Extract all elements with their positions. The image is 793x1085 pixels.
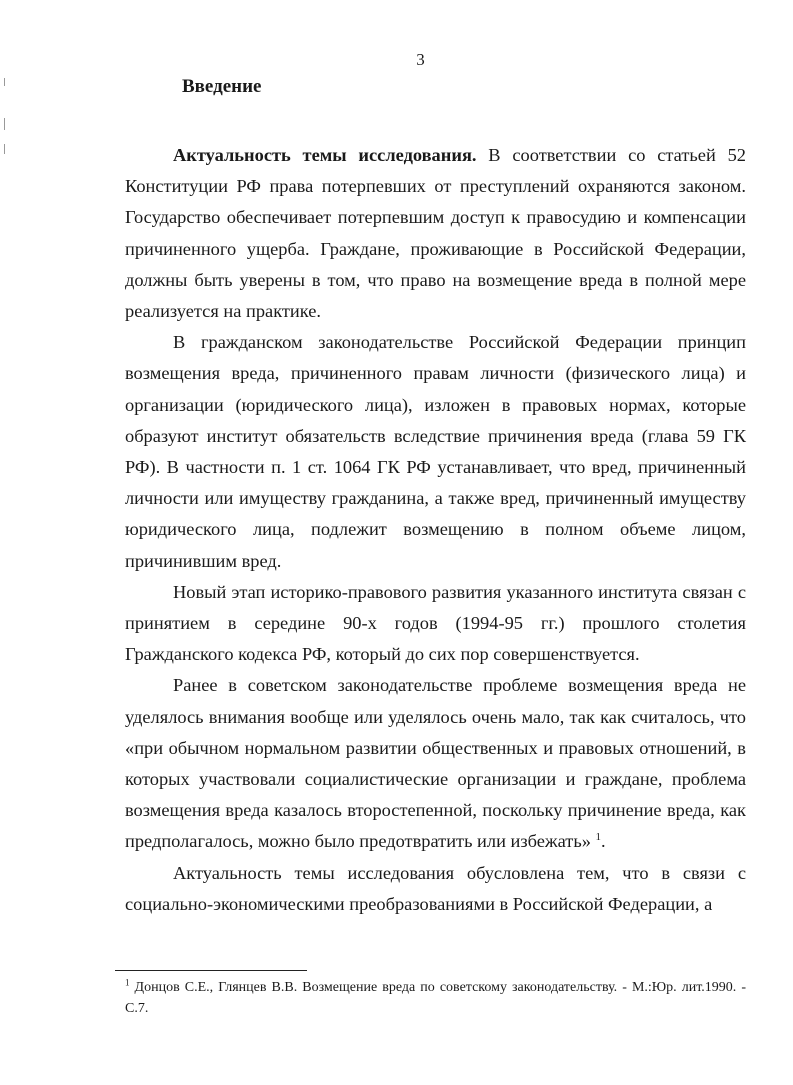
- page-number: 3: [416, 50, 425, 69]
- paragraph-relevance-continued: [125, 858, 746, 920]
- paragraph-text: В гражданском законодательстве Российской Федерации принцип возмещения вреда, причиненного правам личности (физического лица) и организации (юридического лица), изложен в правовых нормах, которые образуют институт обязательств вследствие причинения вреда (глава 59 ГК РФ). В частности п. 1 ст. 1064 ГК РФ устанавливает, что вред, причиненный личности или имуществу гражданина, а также вред, причиненный имуществу юридического лица, подлежит возмещению в полном объеме лицом, причинившим вред.: [125, 332, 746, 571]
- paragraph-relevance: [125, 140, 746, 327]
- paragraph-text: Новый этап историко-правового развития указанного института связан с принятием в середине 90-х годов (1994-95 гг.) прошлого столетия Гражданского кодекса РФ, который до сих пор совершенствуется.: [125, 581, 746, 665]
- paragraph-text: В соответствии со статьей 52 Конституции РФ права потерпевших от преступлений охраняются законом. Государство обеспечивает потерпевшим доступ к правосудию и компенсации причиненного ущерба. Граждане, проживающие в Российской Федерации, должны быть уверены в том, что право на возмещение вреда в полной мере реализуется на практике.: [125, 145, 746, 322]
- section-heading: Введение: [182, 76, 262, 97]
- paragraph-soviet-law: [125, 670, 746, 857]
- footnote-text: Донцов С.Е., Глянцев В.В. Возмещение вреда по советскому законодательству. - М.:Юр. лит.1990. - С.7.: [125, 980, 746, 1016]
- paragraph-lead: Актуальность темы исследования.: [173, 145, 477, 165]
- paragraph-new-stage: [125, 577, 746, 671]
- paragraph-text: Ранее в советском законодательстве проблеме возмещения вреда не уделялось внимания вообще или уделялось очень мало, так как считалось, что «при обычном нормальном развитии общественных и правовых отношений, в которых участвовали социалистические организации и граждане, проблема возмещения вреда казалось второстепенной, поскольку причинение вреда, как предполагалось, можно было предотвратить или избежать»: [125, 675, 746, 852]
- footnote: [125, 977, 746, 1019]
- document-body: [125, 140, 746, 920]
- footnote-marker: 1: [125, 977, 130, 988]
- paragraph-civil-law: [125, 327, 746, 577]
- paragraph-text: Актуальность темы исследования обусловлена тем, что в связи с социально-экономическими преобразованиями в Российской Федерации, а: [125, 862, 746, 914]
- margin-scan-mark: [4, 78, 5, 86]
- paragraph-tail: .: [601, 831, 606, 852]
- footnote-separator: [115, 970, 307, 971]
- margin-scan-mark: [4, 118, 5, 130]
- footnote-reference[interactable]: 1: [595, 831, 602, 844]
- margin-scan-mark: [4, 144, 5, 154]
